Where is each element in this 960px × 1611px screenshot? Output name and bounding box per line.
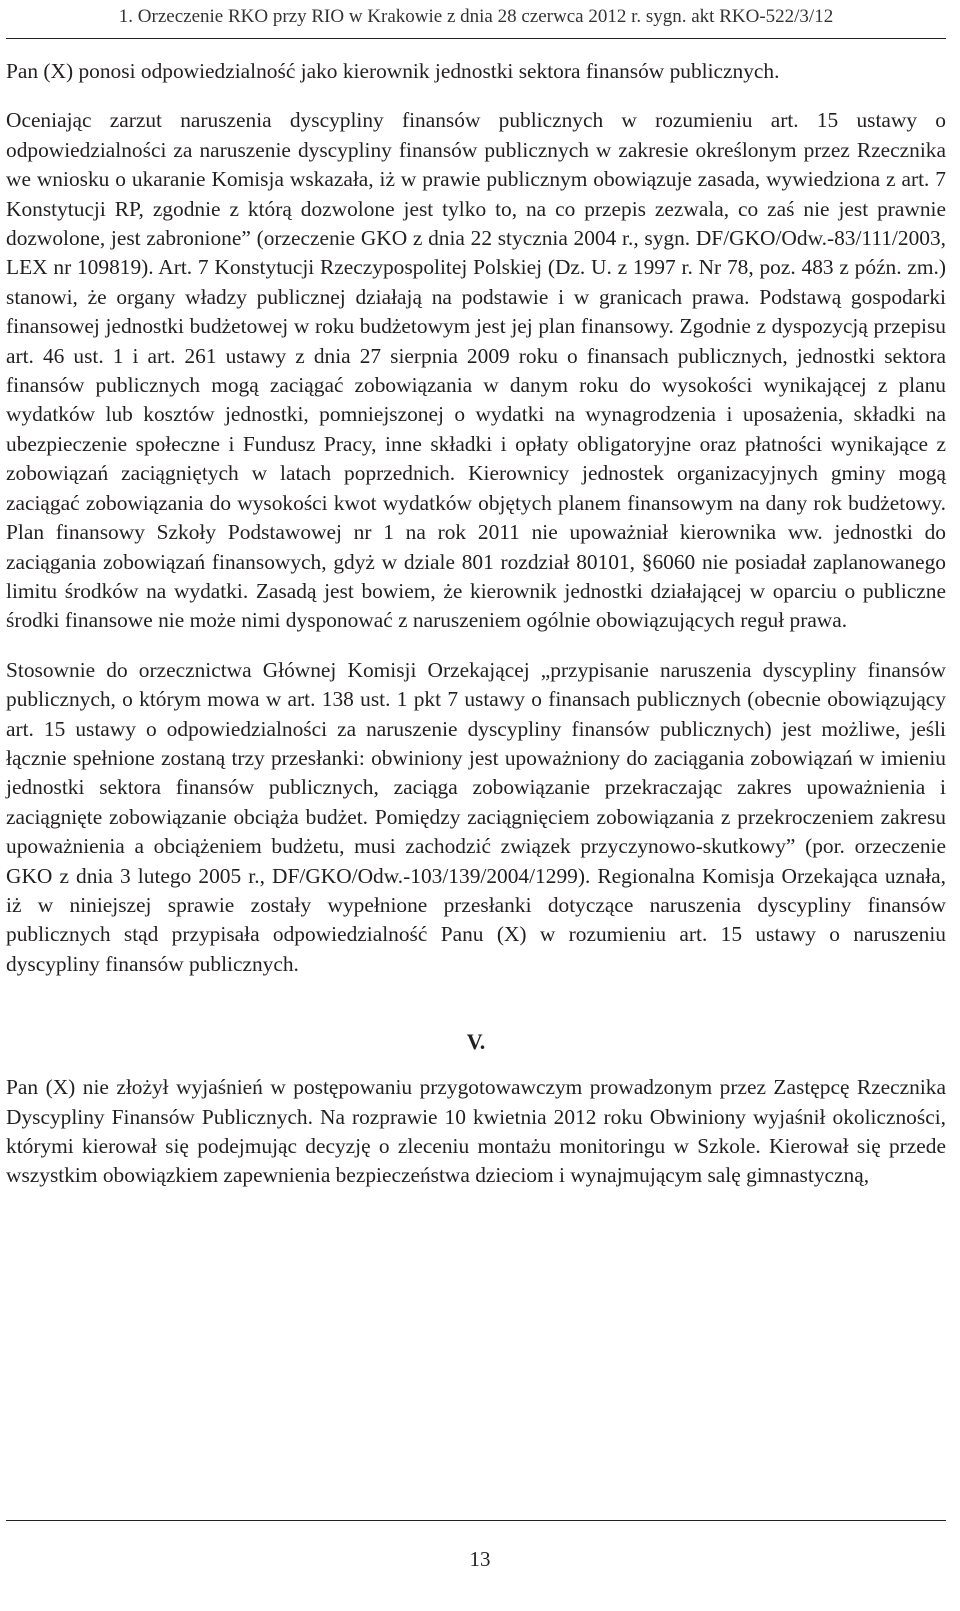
- document-body: [6, 57, 946, 1191]
- running-header: 1. Orzeczenie RKO przy RIO w Krakowie z dnia 28 czerwca 2012 r. sygn. akt RKO-522/3/12: [118, 6, 834, 27]
- paragraph-liability-statement: Pan (X) ponosi odpowiedzialność jako kierownik jednostki sektora finansów publicznych.: [6, 59, 780, 83]
- paragraph-case-law: Stosownie do orzecznictwa Głównej Komisji Orzekającej „przypisanie naruszenia dyscypliny finansów publicznych, o którym mowa w art. 138 ust. 1 pkt 7 ustawy o finansach publicznych (obecnie obowiązujący art. 15 ustawy o odpowiedzialności za naruszenie dyscypliny finansów publicznych) jest możliwe, jeśli łącznie spełnione zostaną trzy przesłanki: obwiniony jest upoważniony do zaciągania zobowiązań w imieniu jednostki sektora finansów publicznych, zaciąga zobowiązanie przekraczając zakres upoważnienia i zaciągnięte zobowiązanie obciąża budżet. Pomiędzy zaciągnięciem zobowiązania z przekroczeniem zakresu upoważnienia a obciążeniem budżetu, musi zachodzić związek przyczynowo-skutkowy” (por. orzeczenie GKO z dnia 3 lutego 2005 r., DF/GKO/Odw.-103/139/2004/1299). Regionalna Komisja Orzekająca uznała, iż w niniejszej sprawie zostały wypełnione przesłanki dotyczące naruszenia dyscypliny finansów publicznych stąd przypisała odpowiedzialność Panu (X) w rozumieniu art. 15 ustawy o naruszeniu dyscypliny finansów publicznych.: [6, 657, 946, 976]
- section-heading: V.: [466, 1029, 486, 1055]
- paragraph-explanations: Pan (X) nie złożył wyjaśnień w postępowaniu przygotowawczym prowadzonym przez Zastępcę Rzecznika Dyscypliny Finansów Publicznych. Na rozprawie 10 kwietnia 2012 roku Obwiniony wyjaśnił okoliczności, którymi kierował się podejmując decyzję o zleceniu montażu monitoringu w Szkole. Kierował się przede wszystkim obowiązkiem zapewnienia bezpieczeństwa dzieciom i wynajmującym salę gimnastyczną,: [6, 1075, 946, 1188]
- paragraph-legal-assessment: Oceniając zarzut naruszenia dyscypliny finansów publicznych w rozumieniu art. 15 ustawy o odpowiedzialności za naruszenie dyscypliny finansów publicznych w zakresie określonym przez Rzecznika we wniosku o ukaranie Komisja wskazała, iż w prawie publicznym obowiązuje zasada, wywiedziona z art. 7 Konstytucji RP, zgodnie z którą dozwolone jest tylko to, na co przepis zezwala, co zaś nie jest prawnie dozwolone, jest zabronione” (orzeczenie GKO z dnia 22 stycznia 2004 r., sygn. DF/GKO/Odw.-83/111/2003, LEX nr 109819). Art. 7 Konstytucji Rzeczypospolitej Polskiej (Dz. U. z 1997 r. Nr 78, poz. 483 z późn. zm.) stanowi, że organy władzy publicznej działają na podstawie i w granicach prawa. Podstawą gospodarki finansowej jednostki budżetowej w roku budżetowym jest jej plan finansowy. Zgodnie z dyspozycją przepisu art. 46 ust. 1 i art. 261 ustawy z dnia 27 sierpnia 2009 roku o finansach publicznych, jednostki sektora finansów publicznych mogą zaciągać zobowiązania w danym roku do wysokości wynikającej z planu wydatków lub kosztów jednostki, pomniejszonej o wydatki na wynagrodzenia i uposażenia, składki na ubezpieczenie społeczne i Fundusz Pracy, inne składki i opłaty obligatoryjne oraz płatności wynikające z zobowiązań zaciągniętych w latach poprzednich. Kierownicy jednostek organizacyjnych gminy mogą zaciągać zobowiązania do wysokości kwot wydatków objętych planem finansowym na dany rok budżetowy. Plan finansowy Szkoły Podstawowej nr 1 na rok 2011 nie upoważniał kierownika ww. jednostki do zaciągania zobowiązań finansowych, gdyż w dziale 801 rozdział 80101, §6060 nie posiadał zaplanowanego limitu środków na wydatki. Zasadą jest bowiem, że kierownik jednostki działającej w oparciu o publiczne środki finansowe nie może nimi dysponować z naruszeniem ogólnie obowiązujących reguł prawa.: [6, 108, 946, 633]
- page-number: 13: [469, 1547, 491, 1571]
- document-page: [0, 4, 960, 1611]
- header-divider: [6, 38, 946, 39]
- footer-divider: [6, 1520, 946, 1521]
